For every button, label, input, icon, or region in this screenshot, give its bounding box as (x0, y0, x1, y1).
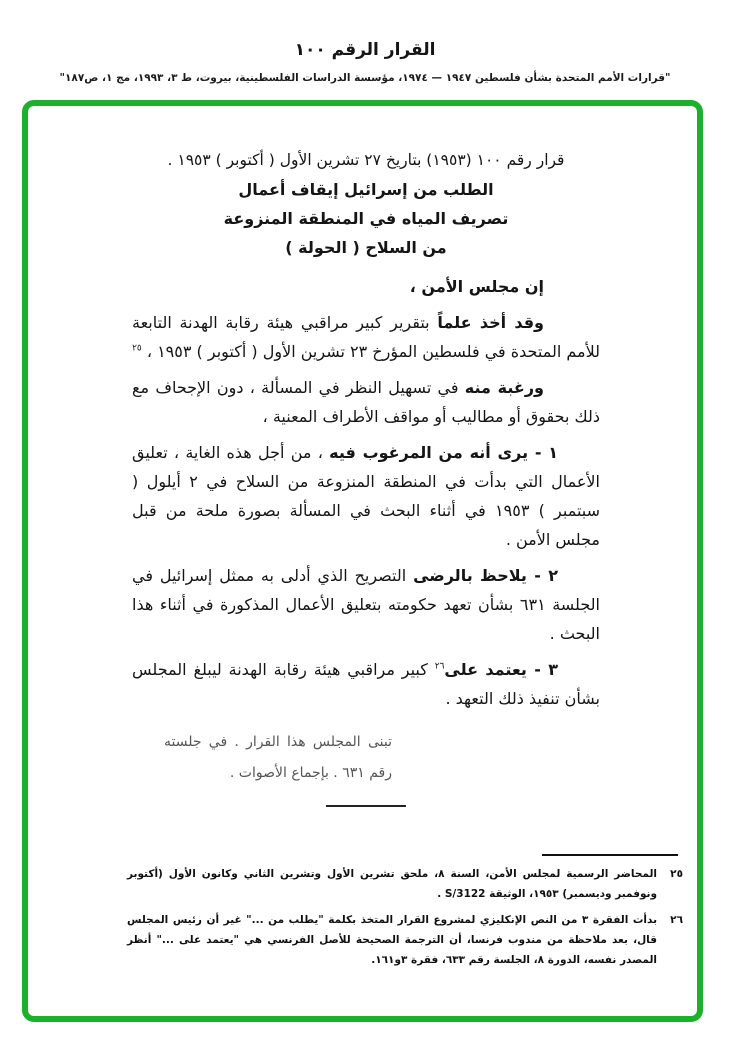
operative-1-lead: ١ - يرى أنه من المرغوب فيه (329, 443, 559, 462)
resolution-heading-line: قرار رقم ١٠٠ (١٩٥٣) بتاريخ ٢٧ تشرين الأول ( أكتوبر ) ١٩٥٣ . (167, 151, 565, 169)
footnote-text: بدأت الفقرة ٣ من النص الإنكليزي لمشروع القرار المتخذ بكلمة "يطلب من ..." غير أن رئيس المجلس قال، بعد ملاحظة من مندوب فرنسا، أن الترجمة الصحيحة للأصل الفرنسي هي "يعتمد على ..." أنظر المصدر نفسه، الدورة ٨، الجلسة رقم ٦٣٣، فقرة ٣و١٦١. (127, 914, 658, 966)
green-border-frame (22, 100, 703, 1022)
operative-paragraph-2 (132, 561, 600, 648)
preamble-paragraph-1 (132, 308, 600, 366)
footnote-text: المحاضر الرسمية لمجلس الأمن، السنة ٨، ملحق تشرين الأول وتشرين الثاني وكانون الأول (أكتوبر ونوفمبر وديسمبر) ١٩٥٣، الوثيقة S/3122 . (127, 868, 657, 900)
operative-3-text: كبير مراقبي هيئة رقابة الهدنة ليبلغ المجلس بشأن تنفيذ ذلك التعهد . (132, 660, 600, 708)
resolution-body (132, 146, 600, 807)
operative-2-lead: ٢ - يلاحظ بالرضى (413, 566, 559, 585)
resolution-heading-line: تصريف المياه في المنطقة المنزوعة (223, 209, 509, 228)
adoption-note: تبنى المجلس هذا القرار . في جلسته رقم ٦٣١ . بإجماع الأصوات . (164, 734, 392, 781)
footnotes-section (117, 854, 683, 970)
footnote-number: ٢٥ (670, 868, 683, 880)
operative-paragraph-1 (132, 438, 600, 554)
resolution-heading-line: من السلاح ( الحولة ) (285, 238, 447, 257)
footnote-number: ٢٦ (670, 914, 683, 926)
preamble-1-lead: وقد أخذ علماً (437, 313, 544, 332)
operative-2-text: التصريح الذي أدلى به ممثل إسرائيل في الجلسة ٦٣١ بشأن تعهد حكومته بتعليق الأعمال المذكورة في أثناء هذا البحث . (132, 566, 600, 643)
preamble-paragraph-2 (132, 373, 600, 431)
footnote-ref-26: ٢٦ (434, 661, 445, 672)
footnote-ref-25: ٢٥ (132, 343, 142, 354)
page-title: القرار الرقم ١٠٠ (294, 40, 436, 60)
resolution-heading-line: الطلب من إسرائيل إيقاف أعمال (238, 180, 494, 199)
preamble-1-text: بتقرير كبير مراقبي هيئة رقابة الهدنة التابعة للأمم المتحدة في فلسطين المؤرخ ٢٣ تشرين الأول ( أكتوبر ) ١٩٥٣ ، (132, 313, 600, 361)
footnote-divider (542, 854, 678, 856)
preamble-2-text: في تسهيل النظر في المسألة ، دون الإجحاف مع ذلك بحقوق أو مطاليب أو مواقف الأطراف المعنية ، (132, 378, 600, 426)
footnote-26 (117, 910, 683, 970)
preamble-2-lead: ورغبة منه (464, 378, 544, 397)
end-of-text-divider (326, 805, 406, 807)
source-citation: "قرارات الأمم المتحدة بشأن فلسطين ١٩٤٧ — ١٩٧٤، مؤسسة الدراسات الفلسطينية، بيروت، ط ٣، ١٩٩٣، مج ١، ص١٨٧" (59, 72, 671, 84)
footnote-25 (117, 864, 683, 904)
opening-clause: إن مجلس الأمن ، (409, 277, 544, 296)
operative-1-text: ، من أجل هذه الغاية ، تعليق الأعمال التي بدأت في المنطقة المنزوعة من السلاح في ٢ أيلول ( سبتمبر ) ١٩٥٣ في أثناء البحث في المسألة بصورة ملحة من قبل مجلس الأمن . (132, 443, 601, 549)
operative-paragraph-3 (132, 655, 600, 713)
operative-3-lead: ٣ - يعتمد على (444, 660, 559, 679)
